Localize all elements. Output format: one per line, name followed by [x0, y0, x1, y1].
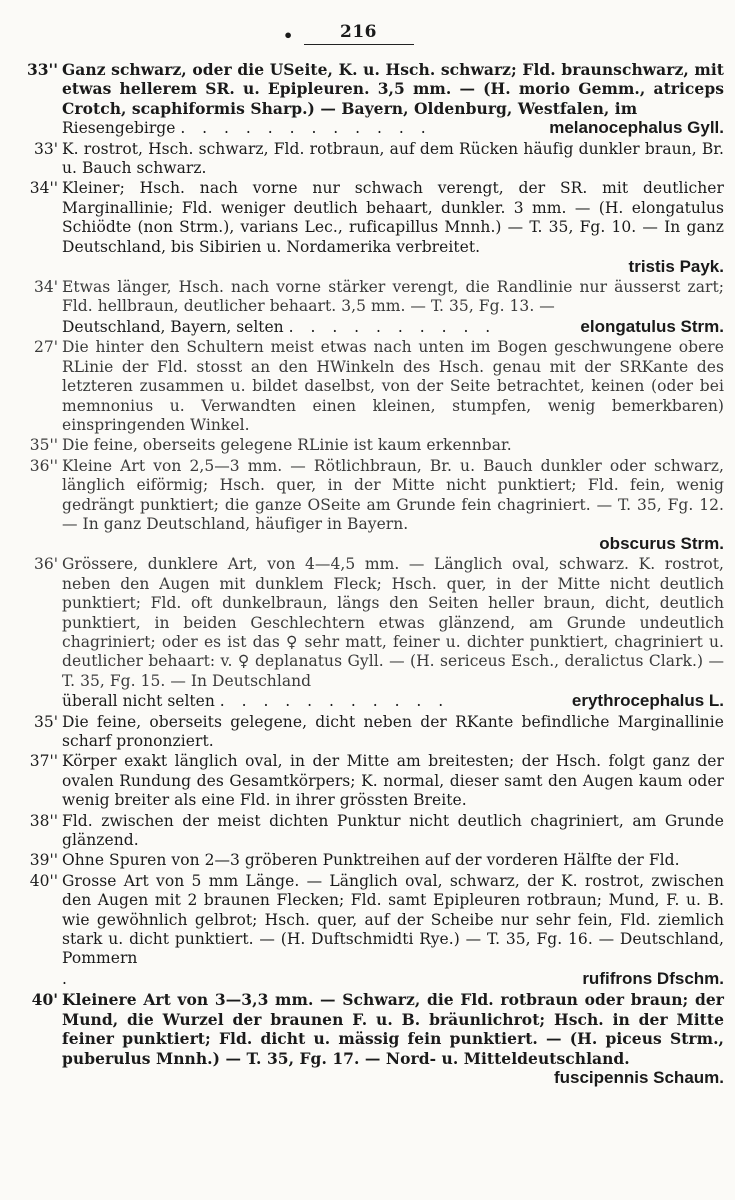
- species-name: fuscipennis Schaum.: [553, 1067, 724, 1087]
- species-line-lead: [62, 692, 566, 711]
- species-line-lead: [62, 119, 543, 138]
- header-bullet: •: [283, 26, 294, 45]
- entry-text: Die feine, oberseits gelegene RLinie ist kaum erkennbar.: [62, 436, 512, 455]
- entry-text: Kleiner; Hsch. nach vorne nur schwach verengt, der SR. mit deutlicher Marginallinie; Fld. weniger deutlich behaart, dunkler. 3 mm. — (H. elongatulus Schiödte (non Strm.), varians Lec., ruficapillus Mnnh.) — T. 35, Fg. 10. — In ganz Deutschland, bis Sibirien u. Nordamerika verbreitet.: [62, 179, 724, 256]
- couplet-number: 37'': [29, 752, 58, 771]
- leader-dots: . . . . . . . . . . .: [219, 692, 450, 711]
- locality-text: Deutschland, Bayern, selten: [62, 317, 284, 336]
- key-entry: [12, 140, 724, 179]
- couplet-number: 40': [31, 990, 58, 1010]
- couplet-number: 27': [34, 338, 58, 357]
- couplet-number: 38'': [29, 811, 58, 830]
- species-name: erythrocephalus L.: [571, 691, 724, 711]
- entry-text: Etwas länger, Hsch. nach vorne stärker verengt, die Randlinie nur äusserst zart; Fld. hellbraun, deutlicher behaart. 3,5 mm. — T. 35, Fg. 13. —: [62, 278, 724, 316]
- couplet-number: 36'': [29, 456, 58, 475]
- entry-text: Die feine, oberseits gelegene, dicht neben der RKante befindliche Marginallinie scharf prononziert.: [62, 712, 724, 750]
- species-line-lead: [62, 318, 574, 337]
- species-name: obscurus Strm.: [599, 534, 724, 554]
- species-line: [62, 118, 724, 138]
- leader-dots: . . . . . . . . . .: [288, 317, 497, 336]
- couplet-number: 40'': [29, 871, 58, 890]
- key-entry: [12, 436, 724, 455]
- key-entry: [12, 851, 724, 870]
- leader-dots: . . . . . . . . . . . .: [180, 119, 432, 138]
- key-entry: [12, 457, 724, 555]
- key-entry: [12, 990, 724, 1088]
- key-entry: [12, 555, 724, 711]
- couplet-number: 33'': [26, 60, 58, 79]
- key-entries: [12, 60, 724, 1089]
- locality-text: Riesengebirge: [62, 119, 176, 138]
- couplet-number: 34'': [29, 179, 58, 198]
- species-line: [62, 317, 724, 337]
- key-entry: [12, 713, 724, 752]
- key-entry: [12, 60, 724, 139]
- entry-text: Grosse Art von 5 mm Länge. — Länglich oval, schwarz, der K. rostrot, zwischen den Augen mit 2 braunen Flecken; Fld. samt Epipleuren rotbraun; Mund, F. u. B. wie gewöhnlich gelbrot; Hsch. quer, auf der Scheibe nur sehr fein, Fld. ziemlich stark u. dicht punktiert. — (H. Duftschmidti Rye.) — T. 35, Fg. 16. — Deutschland, Pommern: [62, 871, 724, 968]
- entry-text: Kleine Art von 2,5—3 mm. — Rötlichbraun, Br. u. Bauch dunkler oder schwarz, länglich eiförmig; Hsch. quer, in der Mitte nicht punktiert; Fld. fein, wenig gedrängt punktiert; die ganze OSeite am Grunde fein chagriniert. — T. 35, Fg. 12. — In ganz Deutschland, häufiger in Bayern.: [62, 456, 724, 533]
- entry-text: Körper exakt länglich oval, in der Mitte am breitesten; der Hsch. folgt ganz der ovalen Rundung des Gesamtkörpers; K. normal, dieser samt den Augen kaum oder wenig breiter als eine Fld. in ihrer grössten Breite.: [62, 752, 724, 810]
- key-entry: [12, 179, 724, 277]
- couplet-number: 35'': [29, 436, 58, 455]
- key-entry: [12, 812, 724, 851]
- species-name: melanocephalus Gyll.: [549, 118, 724, 138]
- page-header: [0, 18, 735, 48]
- leader-dots: .: [62, 969, 73, 988]
- entry-text: Ohne Spuren von 2—3 gröberen Punktreihen auf der vorderen Hälfte der Fld.: [62, 851, 680, 870]
- entry-text: Die hinter den Schultern meist etwas nach unten im Bogen geschwungene obere RLinie der Fld. stosst an den HWinkeln des Hsch. genau mit der SRKante des letzteren zusammen u. bildet daselbst, von der Seite betrachtet, keinen (oder bei memnonius u. Verwandten einen kleinen, stumpfen, wenig bemerkbaren) einspringenden Winkel.: [62, 338, 724, 434]
- locality-text: überall nicht selten: [62, 692, 215, 711]
- species-line: [62, 969, 724, 989]
- key-entry: [12, 752, 724, 810]
- entry-text: Grössere, dunklere Art, von 4—4,5 mm. — Länglich oval, schwarz. K. rostrot, neben den Augen mit dunklem Fleck; Hsch. quer, in der Mitte nicht deutlich punktiert; Fld. oft dunkelbraun, längs den Seiten heller braun, dicht, deutlich punktiert, in beiden Geschlechtern etwas glänzend, am Grunde undeutlich chagriniert; oder es ist das ♀ sehr matt, feiner u. dichter punktiert, chagriniert u. deutlicher behaart: v. ♀ deplanatus Gyll. — (H. sericeus Esch., deralictus Clark.) — T. 35, Fg. 15. — In Deutschland: [62, 555, 724, 690]
- key-entry: [12, 872, 724, 989]
- header-rule: [304, 44, 414, 45]
- couplet-number: 35': [34, 712, 58, 731]
- species-name: elongatulus Strm.: [580, 316, 724, 336]
- species-name: tristis Payk.: [628, 257, 724, 277]
- key-entry: [12, 338, 724, 435]
- species-line-lead: [62, 970, 576, 989]
- entry-text: Fld. zwischen der meist dichten Punktur nicht deutlich chagriniert, am Grunde glänzend.: [62, 811, 724, 850]
- couplet-number: 39'': [29, 851, 58, 870]
- key-entry: [12, 278, 724, 337]
- entry-text: K. rostrot, Hsch. schwarz, Fld. rotbraun, auf dem Rücken häufig dunkler braun, Br. u. Bauch schwarz.: [62, 139, 724, 178]
- species-name: rufifrons Dfschm.: [582, 968, 724, 988]
- species-line: [62, 691, 724, 711]
- entry-text: Kleinere Art von 3—3,3 mm. — Schwarz, die Fld. rotbraun oder braun; der Mund, die Wurzel der braunen F. u. B. bräunlichrot; Hsch. in der Mitte feiner punktiert; Fld. dicht u. mässig fein punktiert. — (H. piceus Strm., puberulus Mnnh.) — T. 35, Fg. 17. — Nord- u. Mitteldeutschland.: [62, 990, 724, 1068]
- couplet-number: 33': [34, 139, 58, 158]
- page-number: 216: [340, 22, 377, 42]
- couplet-number: 34': [34, 278, 58, 297]
- couplet-number: 36': [34, 555, 58, 574]
- entry-text: Ganz schwarz, oder die USeite, K. u. Hsch. schwarz; Fld. braunschwarz, mit etwas hellerem SR. u. Epipleuren. 3,5 mm. — (H. morio Gemm., atriceps Crotch, scaphiformis Sharp.) — Bayern, Oldenburg, Westfalen, im: [62, 60, 724, 118]
